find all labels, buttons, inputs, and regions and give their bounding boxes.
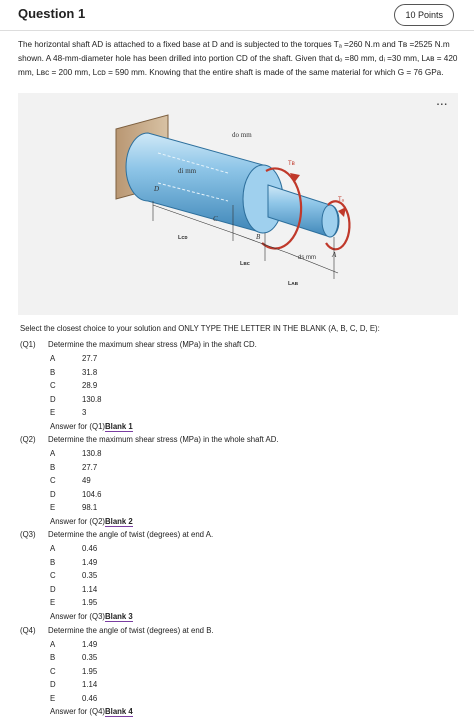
option-value: 3 [82, 408, 87, 417]
label-c: C [213, 215, 218, 223]
torque-a-arrowhead [338, 207, 346, 217]
answer-row-q3 [50, 612, 133, 621]
option-value: 130.8 [82, 395, 102, 404]
option-letter: D [50, 680, 56, 689]
label-d: D [154, 185, 160, 193]
option-value: 1.14 [82, 680, 98, 689]
answer-row-q4 [50, 707, 133, 716]
option-letter: A [50, 449, 56, 458]
blank-3-field[interactable]: Blank 3 [105, 612, 133, 621]
option-value: 1.95 [82, 667, 98, 676]
question-text: Determine the angle of twist (degrees) at end B. [48, 626, 214, 635]
option-value: 1.95 [82, 598, 98, 607]
blank-2-field[interactable]: Blank 2 [105, 517, 133, 526]
option-letter: C [50, 667, 56, 676]
label-ta: Tₐ [338, 197, 344, 203]
option-letter: C [50, 476, 56, 485]
dim-line-lbc [233, 233, 288, 253]
option-letter: B [50, 368, 56, 377]
option-value: 1.14 [82, 585, 98, 594]
option-letter: B [50, 463, 56, 472]
question-number: (Q4) [20, 626, 36, 635]
label-ds: ds mm [298, 255, 316, 261]
option-value: 49 [82, 476, 91, 485]
answer-label: Answer for (Q1) [50, 422, 106, 431]
option-letter: E [50, 598, 56, 607]
option-value: 0.35 [82, 571, 98, 580]
option-value: 31.8 [82, 368, 98, 377]
instruction-text: Select the closest choice to your solution and ONLY TYPE THE LETTER IN THE BLANK (A, B, C, D, E): [20, 324, 380, 333]
option-letter: A [50, 354, 56, 363]
option-letter: A [50, 640, 56, 649]
label-di: di mm [178, 167, 197, 175]
option-value: 28.9 [82, 381, 98, 390]
option-value: 1.49 [82, 558, 98, 567]
option-value: 1.49 [82, 640, 98, 649]
question-number: (Q1) [20, 340, 36, 349]
shaft-diagram [18, 93, 458, 315]
problem-text: The horizontal shaft AD is attached to a fixed base at D and is subjected to the torques Tₐ =260 N.m and Tʙ =2525 N.m shown. A 48-mm-diameter hole has been drilled into portion CD of the shaft. Given that dₒ =80 mm, dᵢ =30 mm, Lᴀʙ = 420 mm, Lʙᴄ = 200 mm, Lᴄᴅ = 590 mm. Knowing that the entire shaft is made of the same material for which G = 76 GPa. [18, 40, 458, 77]
label-lab: Lᴀʙ [288, 281, 298, 287]
option-letter: C [50, 571, 56, 580]
question-number: (Q2) [20, 435, 36, 444]
more-options-icon[interactable]: ... [436, 97, 448, 108]
shaft-end-a [322, 205, 338, 237]
blank-4-field[interactable]: Blank 4 [105, 707, 133, 716]
option-letter: B [50, 653, 56, 662]
option-letter: E [50, 503, 56, 512]
points-badge: 10 Points [394, 4, 454, 26]
option-letter: A [50, 544, 56, 553]
option-letter: B [50, 558, 56, 567]
option-letter: E [50, 408, 56, 417]
blank-1-field[interactable]: Blank 1 [105, 422, 133, 431]
answer-label: Answer for (Q4) [50, 707, 106, 716]
option-letter: E [50, 694, 56, 703]
question-title: Question 1 [18, 6, 86, 21]
option-value: 130.8 [82, 449, 102, 458]
label-lcd: Lᴄᴅ [178, 235, 188, 241]
option-value: 0.35 [82, 653, 98, 662]
answer-row-q1 [50, 422, 133, 431]
option-value: 0.46 [82, 694, 98, 703]
shaft-figure [18, 93, 458, 315]
answer-label: Answer for (Q3) [50, 612, 106, 621]
option-letter: D [50, 490, 56, 499]
option-letter: D [50, 585, 56, 594]
label-lbc: Lʙᴄ [240, 261, 250, 267]
option-value: 0.46 [82, 544, 98, 553]
question-number: (Q3) [20, 530, 36, 539]
option-value: 27.7 [82, 463, 98, 472]
label-do: do mm [232, 131, 252, 139]
answer-label: Answer for (Q2) [50, 517, 106, 526]
answer-row-q2 [50, 517, 133, 526]
option-letter: D [50, 395, 56, 404]
option-value: 104.6 [82, 490, 102, 499]
question-text: Determine the maximum shear stress (MPa) in the shaft CD. [48, 340, 257, 349]
label-b: B [256, 233, 261, 241]
divider [0, 30, 474, 31]
question-text: Determine the maximum shear stress (MPa) in the whole shaft AD. [48, 435, 279, 444]
option-value: 27.7 [82, 354, 98, 363]
option-value: 98.1 [82, 503, 98, 512]
label-tb: Tʙ [288, 161, 295, 167]
option-letter: C [50, 381, 56, 390]
label-a: A [332, 251, 337, 259]
question-text: Determine the angle of twist (degrees) at end A. [48, 530, 214, 539]
